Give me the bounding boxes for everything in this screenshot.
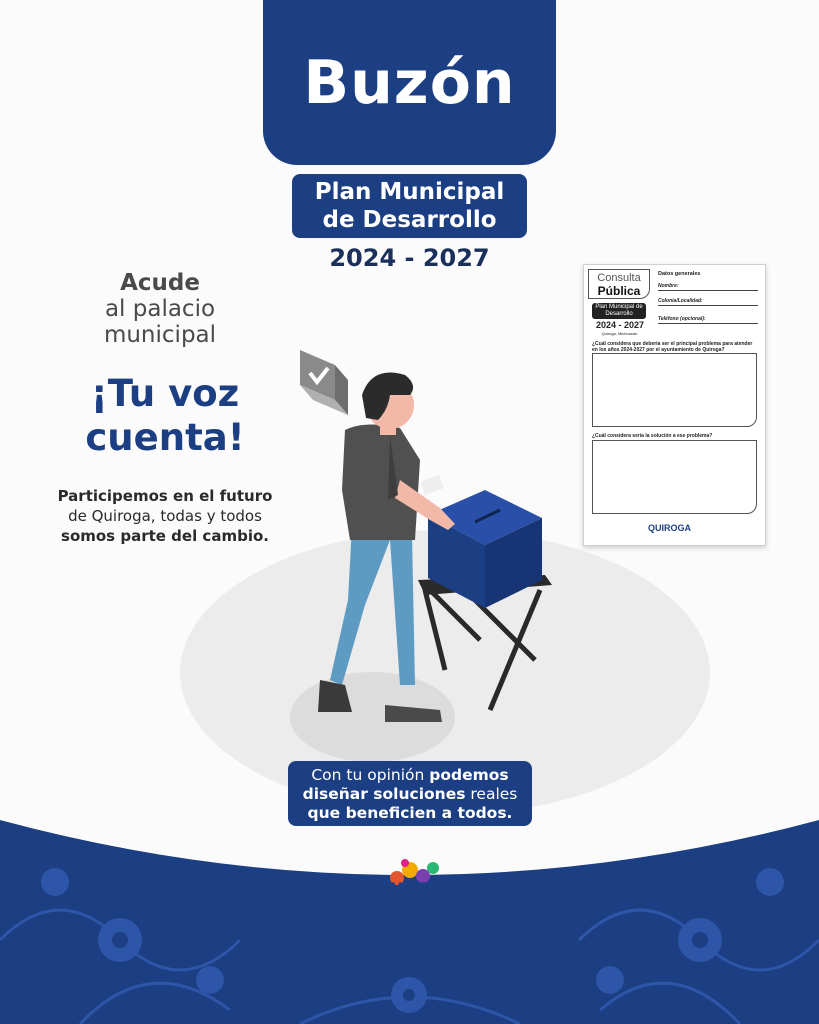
participa-line-1: Participemos en el futuro — [57, 487, 273, 505]
page-title: Buzón — [303, 48, 516, 118]
table — [425, 590, 540, 710]
callout-box — [288, 761, 532, 826]
slogan — [60, 372, 270, 460]
callout-regular-2: reales — [465, 785, 518, 803]
form-datos-heading: Datos generales — [658, 271, 701, 277]
callout-bold-2: diseñar soluciones — [302, 785, 466, 803]
form-location: Quiroga, Michoacán. — [601, 331, 639, 336]
form-question-2: ¿Cuál considera sería la solución a ese problema? — [592, 433, 713, 439]
acude-text — [70, 270, 250, 348]
plan-municipal-badge — [292, 174, 527, 238]
form-consulta-text: Consulta — [597, 272, 641, 284]
participa-line-2: de Quiroga, todas y todos — [68, 507, 262, 525]
voting-illustration — [290, 340, 570, 740]
callout-bold-3: que beneficien a todos. — [307, 804, 513, 822]
years-label: 2024 - 2027 — [329, 244, 490, 272]
form-logo: QUIROGA — [648, 523, 692, 533]
participa-line-3: somos parte del cambio. — [61, 527, 269, 545]
form-plan-badge: Plan Municipal de Desarrollo — [592, 303, 646, 319]
participa-text — [50, 486, 280, 546]
form-answer-box-2 — [592, 440, 757, 514]
quiroga-tagline: ¡es ahora! — [416, 905, 463, 915]
form-answer-box-1 — [592, 353, 757, 427]
slogan-line-1: ¡Tu voz — [90, 372, 240, 415]
slogan-line-2: cuenta! — [85, 416, 245, 459]
consulta-form-card — [583, 264, 766, 546]
form-field-telefono: Teléfono (opcional): — [658, 316, 758, 324]
bottom-wave-pattern — [0, 820, 819, 1024]
callout-bold-1: podemos — [429, 766, 509, 784]
acude-bold: Acude — [120, 270, 200, 296]
callout-regular-1: Con tu opinión — [311, 766, 430, 784]
acude-line-2: al palacio — [104, 296, 216, 322]
form-field-colonia: Colonia/Localidad: — [658, 298, 758, 306]
form-question-1: ¿Cuál considera que debería ser el principal problema para atender en los años 2024-2027 por el ayuntamiento de Quiroga? — [592, 341, 753, 353]
quiroga-logo: QUIROGA — [352, 880, 468, 905]
plan-line-2: de Desarrollo — [322, 207, 497, 233]
form-publica-text: Pública — [597, 284, 641, 298]
form-consulta-label — [588, 269, 650, 299]
form-field-nombre: Nombre: — [658, 283, 758, 291]
plan-line-1: Plan Municipal — [314, 179, 505, 205]
acude-line-3: municipal — [103, 322, 217, 348]
form-years: 2024 - 2027 — [595, 320, 645, 330]
checkmark-icon — [300, 350, 348, 415]
